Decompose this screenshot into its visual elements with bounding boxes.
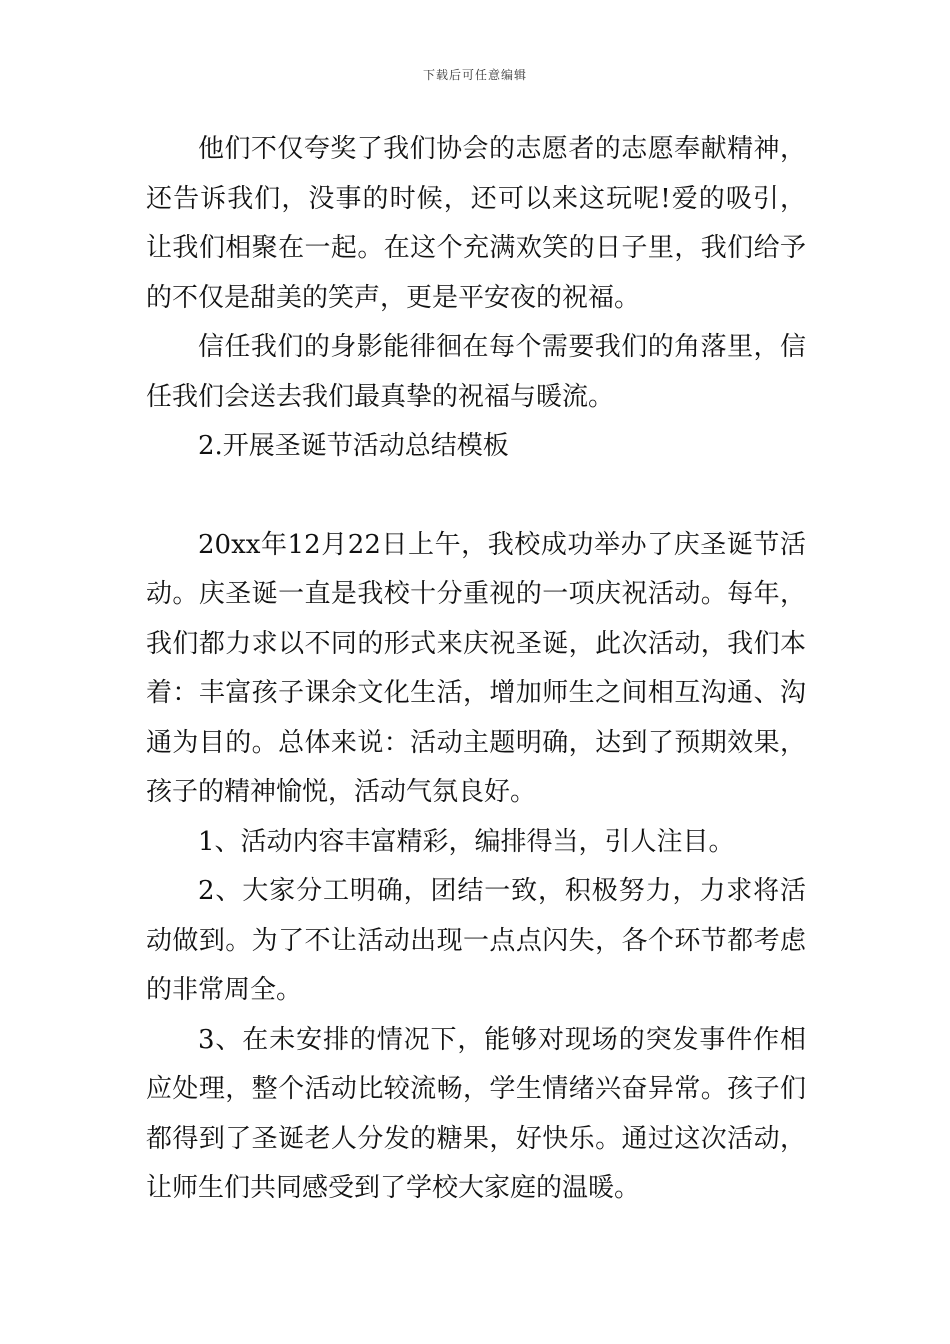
paragraph-praise: 他们不仅夸奖了我们协会的志愿者的志愿奉献精神，还告诉我们，没事的时候，还可以来这玩呢!爱的吸引，让我们相聚在一起。在这个充满欢笑的日子里，我们给予的不仅是甜美的笑声，更是平安夜的祝福。 [146,134,806,313]
document-body [146,125,806,1214]
section-heading: 2.开展圣诞节活动总结模板 [198,431,509,461]
paragraph-trust: 信任我们的身影能徘徊在每个需要我们的角落里，信任我们会送去我们最真挚的祝福与暖流。 [146,332,806,412]
paragraph-summary-intro: 20xx年12月22日上午，我校成功举办了庆圣诞节活动。庆圣诞一直是我校十分重视的一项庆祝活动。每年，我们都力求以不同的形式来庆祝圣诞，此次活动，我们本着：丰富孩子课余文化生活，增加师生之间相互沟通、沟通为目的。总体来说：活动主题明确，达到了预期效果，孩子的精神愉悦，活动气氛良好。 [146,529,806,807]
page-header-note: 下载后可任意编辑 [422,68,527,82]
blank-line [146,472,806,521]
paragraph-point-2: 2、大家分工明确，团结一致，积极努力，力求将活动做到。为了不让活动出现一点点闪失，各个环节都考虑的非常周全。 [146,876,806,1005]
paragraph-point-1: 1、活动内容丰富精彩，编排得当，引人注目。 [198,826,735,857]
paragraph-point-3: 3、在未安排的情况下，能够对现场的突发事件作相应处理，整个活动比较流畅，学生情绪兴奋异常。孩子们都得到了圣诞老人分发的糖果，好快乐。通过这次活动，让师生们共同感受到了学校大家庭的温暖。 [146,1024,806,1203]
